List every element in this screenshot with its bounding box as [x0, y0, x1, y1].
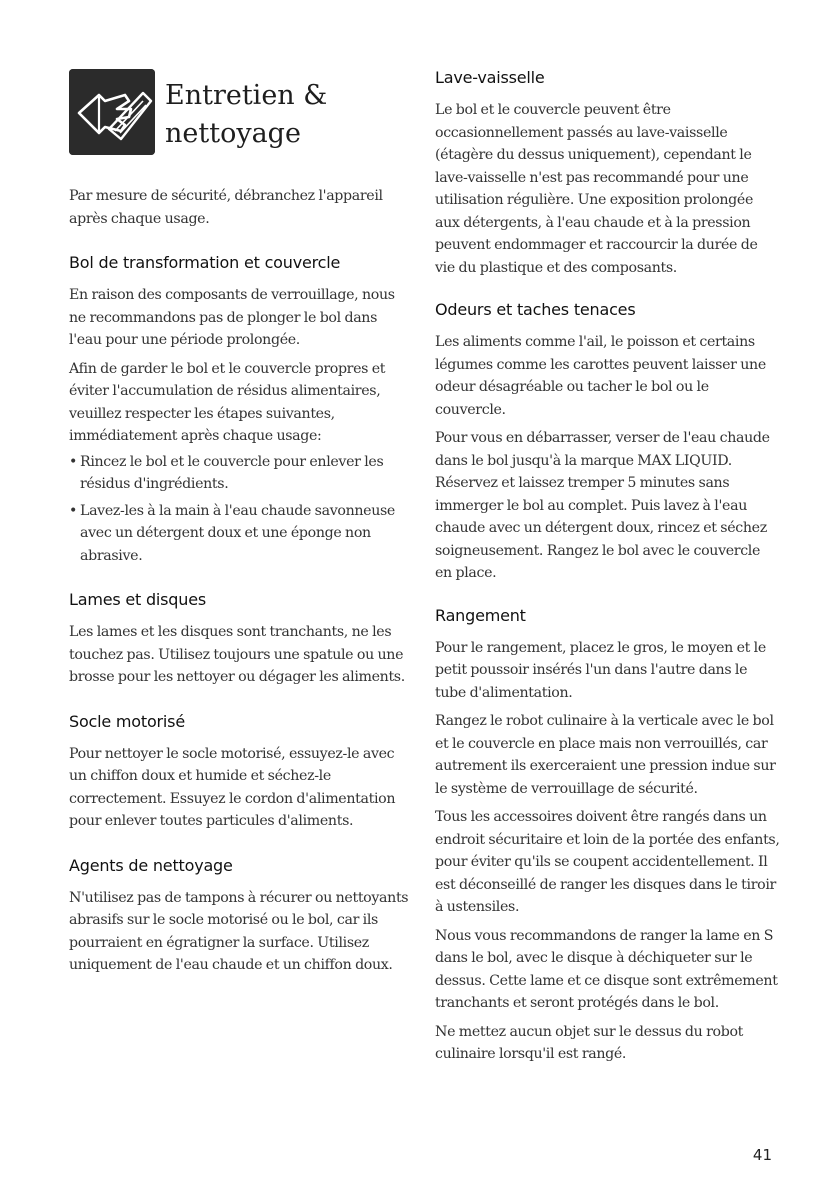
agents-paragraph: N'utilisez pas de tampons à récurer ou nettoyants abrasifs sur le socle motorisé ou le bol, car ils pourraient en égratigner la surface. Utilisez uniquement de l'eau chaude et un chiffon doux. — [69, 889, 409, 973]
title-line-2: nettoyage — [165, 118, 301, 149]
bullet-icon: • — [69, 453, 78, 470]
heading-base: Socle motorisé — [69, 711, 185, 731]
list-item-text: Rincez le bol et le couvercle pour enlever les résidus d'ingrédients. — [80, 453, 384, 492]
bowl-steps-list — [69, 451, 409, 568]
bowl-paragraph-2: Afin de garder le bol et le couvercle propres et éviter l'accumulation de résidus alimentaires, veuillez respecter les étapes suivantes, immédiatement après chaque usage: — [69, 360, 386, 444]
storage-paragraph-3: Tous les accessoires doivent être rangés dans un endroit sécuritaire et loin de la portée des enfants, pour éviter qu'ils se coupent accidentellement. Il est déconseillé de ranger les disques dans le tiroir à ustensiles. — [435, 809, 780, 915]
storage-paragraph-1: Pour le rangement, placez le gros, le moyen et le petit poussoir insérés l'un dans l'autre dans le tube d'alimentation. — [435, 639, 766, 701]
heading-agents: Agents de nettoyage — [69, 855, 233, 875]
left-column — [69, 67, 409, 977]
intro-text: Par mesure de sécurité, débranchez l'appareil après chaque usage. — [69, 188, 383, 227]
blades-paragraph: Les lames et les disques sont tranchants, ne les touchez pas. Utilisez toujours une spatule ou une brosse pour les nettoyer ou dégager les aliments. — [69, 624, 405, 685]
list-item-text: Lavez-les à la main à l'eau chaude savonneuse avec un détergent doux et une éponge non abrasive. — [80, 502, 395, 564]
base-paragraph: Pour nettoyer le socle motorisé, essuyez-le avec un chiffon doux et humide et séchez-le correctement. Essuyez le cordon d'alimentation pour enlever toutes particules d'aliments. — [69, 745, 396, 829]
heading-bowl: Bol de transformation et couvercle — [69, 253, 341, 272]
list-item — [69, 451, 409, 496]
right-column — [435, 67, 780, 1066]
storage-paragraph-4: Nous vous recommandons de ranger la lame en S dans le bol, avec le disque à déchiqueter sur le dessus. Cette lame et ce disque sont extrêmement tranchants et seront protégés dans le bol. — [435, 927, 778, 1011]
heading-odours: Odeurs et taches tenaces — [435, 300, 636, 319]
list-item — [69, 500, 409, 568]
bowl-paragraph-1: En raison des composants de verrouillage, nous ne recommandons pas de plonger le bol dans l'eau pour une période prolongée. — [69, 287, 395, 348]
bullet-icon: • — [69, 502, 78, 519]
page-title — [165, 77, 327, 153]
storage-paragraph-5: Ne mettez aucun objet sur le dessus du robot culinaire lorsqu'il est rangé. — [435, 1023, 744, 1062]
dishwasher-paragraph: Le bol et le couvercle peuvent être occasionnellement passés au lave-vaisselle (étagère du dessus uniquement), cependant le lave-vaisselle n'est pas recommandé pour une utilisation régulière. Une exposition prolongée aux détergents, à l'eau chaude et à la pression peuvent endommager et raccourcir la durée de vie du plastique et des composants. — [435, 102, 758, 276]
page-number: 41 — [752, 1146, 772, 1164]
heading-storage: Rangement — [435, 605, 526, 625]
heading-dishwasher: Lave-vaisselle — [435, 68, 545, 87]
odours-paragraph-1: Les aliments comme l'ail, le poisson et certains légumes comme les carottes peuvent laisser une odeur désagréable ou tacher le bol ou le couvercle. — [435, 334, 766, 418]
storage-paragraph-2: Rangez le robot culinaire à la verticale avec le bol et le couvercle en place mais non verrouillés, car autrement ils exerceraient une pression indue sur le système de verrouillage de sécurité. — [435, 713, 776, 797]
title-block — [69, 67, 409, 159]
cleaning-hand-icon — [69, 69, 155, 155]
heading-blades: Lames et disques — [69, 590, 206, 609]
title-line-1: Entretien & — [165, 80, 328, 111]
odours-paragraph-2: Pour vous en débarrasser, verser de l'eau chaude dans le bol jusqu'à la marque MAX LIQUID. Réservez et laissez tremper 5 minutes sans immerger le bol au complet. Puis lavez à l'eau chaude avec un détergent doux, rincez et séchez soigneusement. Rangez le bol avec le couvercle en place. — [435, 430, 770, 581]
